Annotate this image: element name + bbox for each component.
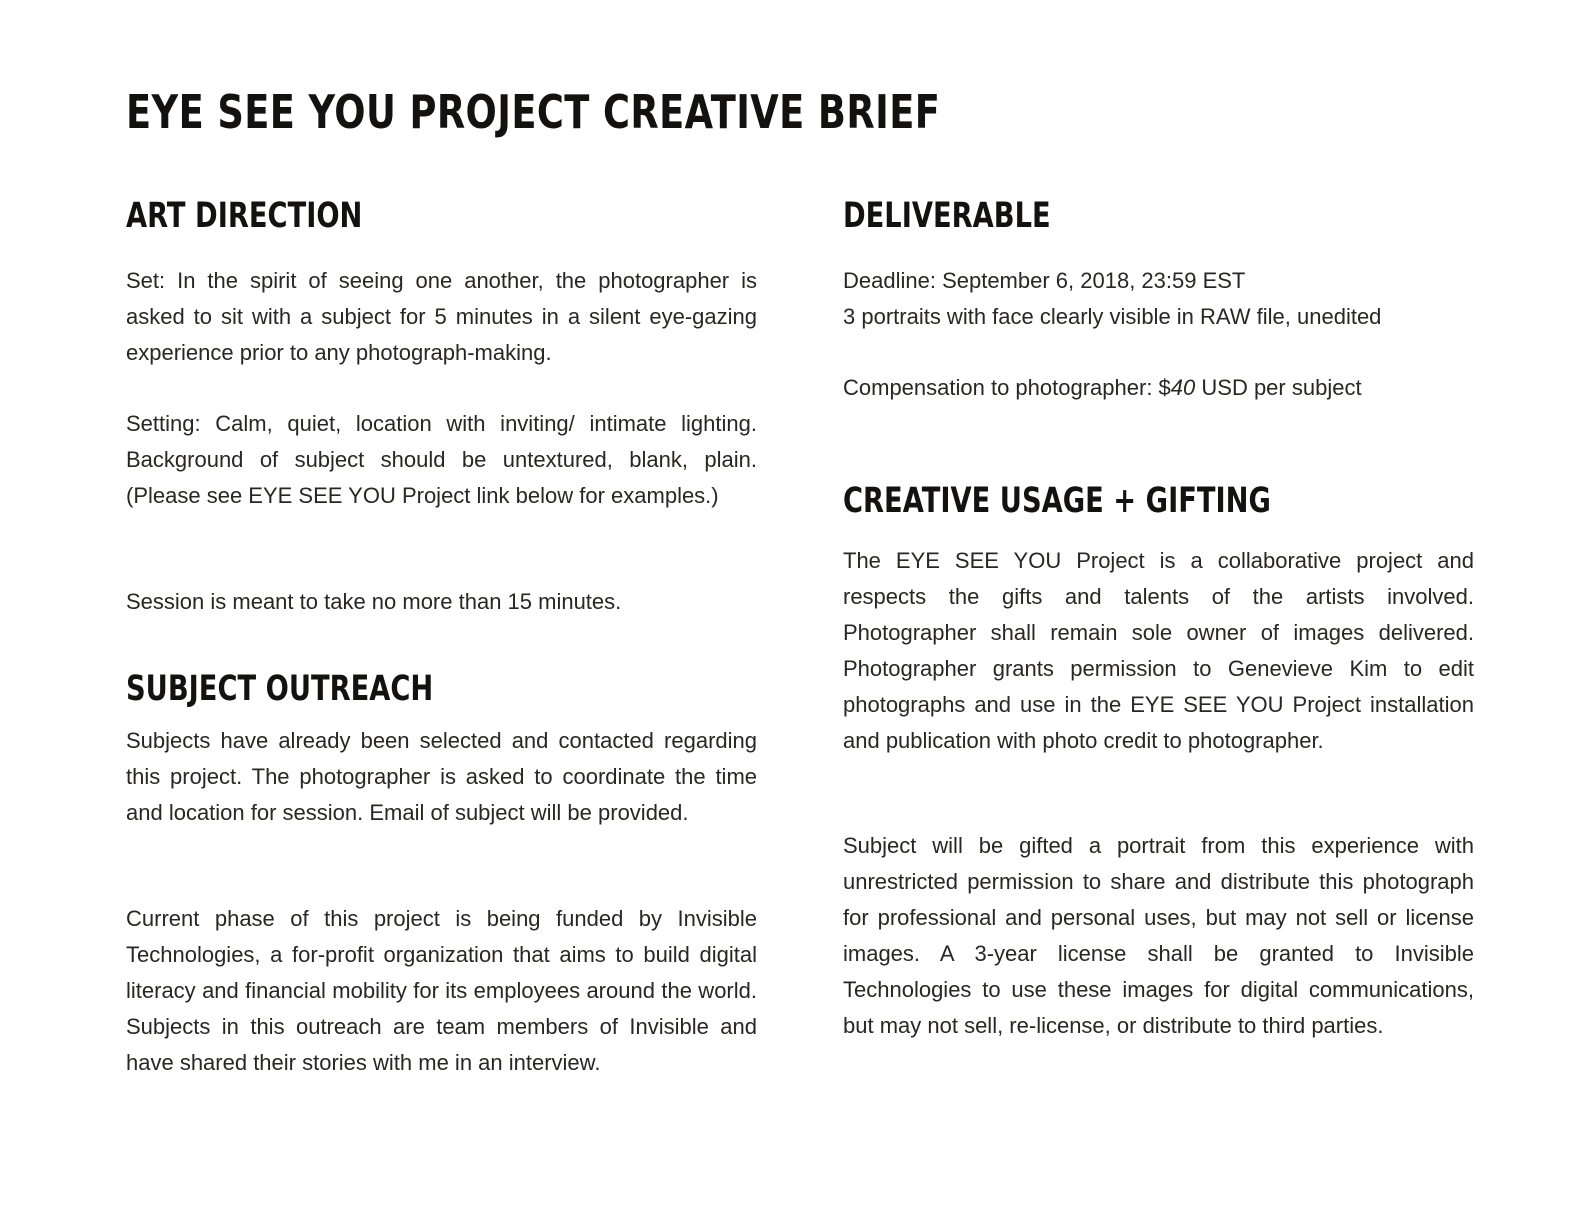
subject-outreach-paragraph-1: Subjects have already been selected and contacted regarding this project. The photographer is asked to coordinate the time and location for session. Email of subject will be provided. bbox=[126, 728, 757, 825]
creative-usage-paragraph-1: The EYE SEE YOU Project is a collaborative project and respects the gifts and talents of the artists involved. Photographer shall remain sole owner of images delivered. Photographer grants permission to Genevieve Kim to edit photographs and use in the EYE SEE YOU Project installation and publication with photo credit to photographer. bbox=[843, 548, 1474, 753]
creative-usage-heading: CREATIVE USAGE + GIFTING bbox=[843, 481, 1271, 521]
document-title: EYE SEE YOU PROJECT CREATIVE BRIEF bbox=[126, 85, 941, 139]
art-direction-setting-paragraph: Setting: Calm, quiet, location with inviting/ intimate lighting. Background of subject should be untextured, blank, plain. (Please see EYE SEE YOU Project link below for examples.) bbox=[126, 411, 757, 508]
deliverable-portraits: 3 portraits with face clearly visible in RAW file, unedited bbox=[843, 304, 1382, 329]
compensation-suffix: USD per subject bbox=[1195, 375, 1362, 400]
art-direction-set-paragraph: Set: In the spirit of seeing one another, the photographer is asked to sit with a subject for 5 minutes in a silent eye-gazing experience prior to any photograph-making. bbox=[126, 268, 757, 365]
art-direction-session-paragraph: Session is meant to take no more than 15 minutes. bbox=[126, 589, 622, 614]
subject-outreach-heading: SUBJECT OUTREACH bbox=[126, 669, 434, 709]
deliverable-heading: DELIVERABLE bbox=[843, 196, 1051, 236]
compensation-prefix: Compensation to photographer: $ bbox=[843, 375, 1171, 400]
art-direction-heading: ART DIRECTION bbox=[126, 196, 363, 236]
compensation-amount: 40 bbox=[1170, 375, 1196, 400]
creative-usage-paragraph-2: Subject will be gifted a portrait from this experience with unrestricted permission to share and distribute this photograph for professional and personal uses, but may not sell or license images. A 3-year license shall be granted to Invisible Technologies to use these images for digital communications, but may not sell, re-license, or distribute to third parties. bbox=[843, 833, 1474, 1038]
deliverable-details bbox=[843, 263, 1474, 335]
deliverable-compensation bbox=[843, 370, 1474, 406]
subject-outreach-paragraph-2: Current phase of this project is being funded by Invisible Technologies, a for-profit organization that aims to build digital literacy and financial mobility for its employees around the world. Subjects in this outreach are team members of Invisible and have shared their stories with me in an interview. bbox=[126, 906, 757, 1075]
deliverable-deadline: Deadline: September 6, 2018, 23:59 EST bbox=[843, 268, 1246, 293]
